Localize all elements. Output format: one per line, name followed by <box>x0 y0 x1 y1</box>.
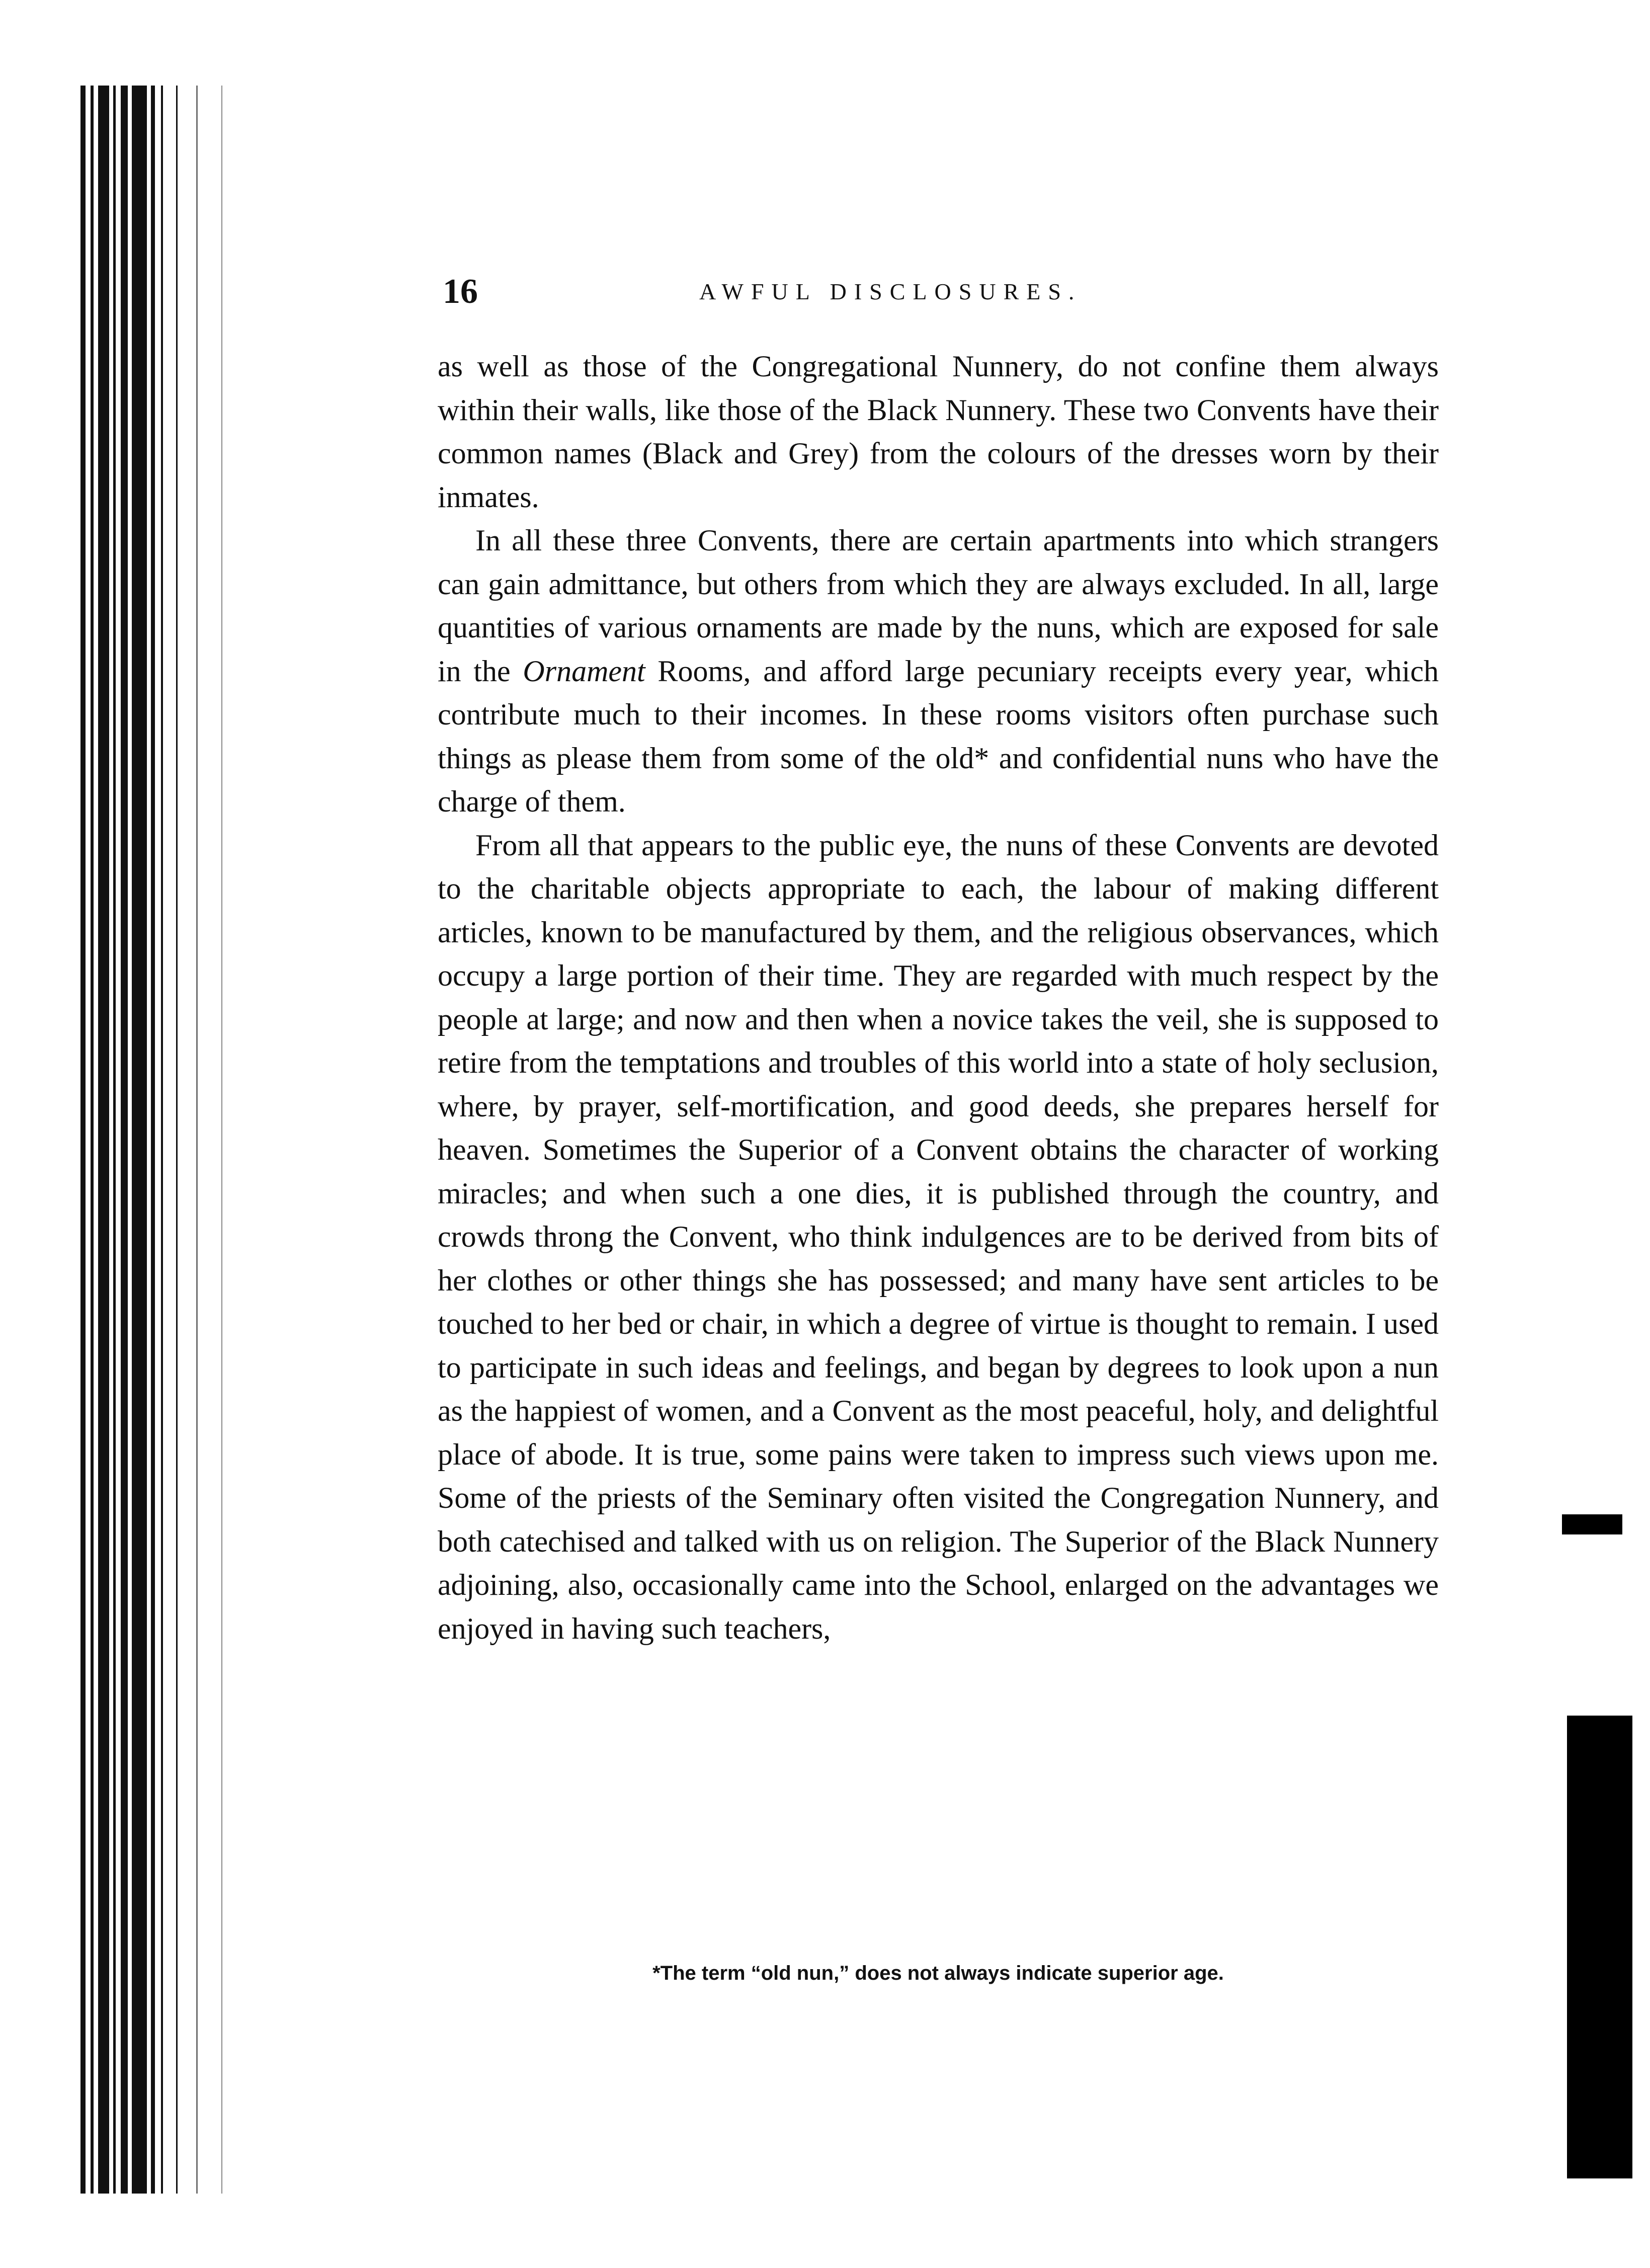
footnote <box>438 1962 1439 1985</box>
binding-edge-artifact <box>75 86 226 2194</box>
right-edge-mark-small <box>1562 1514 1622 1534</box>
footnote-marker: * <box>652 1962 661 1984</box>
paragraph-2 <box>438 519 1439 824</box>
paragraph-1: as well as those of the Congregational Nunnery, do not confine them always within their walls, like those of the Black Nunnery. These two Convents have their common names (Black and Grey) from the colours of the dresses worn by their inmates. <box>438 350 1439 514</box>
body-text <box>438 345 1439 1650</box>
paragraph-2-italic-term: Ornament <box>523 654 645 688</box>
paragraph-3: From all that appears to the public eye, the nuns of these Convents are devoted to the charitable objects appropriate to each, the labour of making different articles, known to be manufactured by them, and the religious observances, which occupy a large portion of their time. They are regarded with much respect by the people at large; and now and then when a novice takes the veil, she is supposed to retire from the temptations and troubles of this world into a state of holy seclusion, where, by prayer, self-mortification, and good deeds, she prepares herself for heaven. Sometimes the Superior of a Convent obtains the character of working miracles; and when such a one dies, it is published through the country, and crowds throng the Convent, who think indulgences are to be derived from bits of her clothes or other things she has possessed; and many have sent articles to be touched to her bed or chair, in which a degree of virtue is thought to remain. I used to participate in such ideas and feelings, and began by degrees to look upon a nun as the happiest of women, and a Convent as the most peaceful, holy, and delightful place of abode. It is true, some pains were taken to impress such views upon me. Some of the priests of the Seminary often visited the Congregation Nunnery, and both catechised and talked with us on religion. The Superior of the Black Nunnery adjoining, also, occasionally came into the School, enlarged on the advantages we enjoyed in having such teachers, <box>438 828 1439 1645</box>
paragraph-2-part-1: In all these three Convents, there are certain apartments into which strangers can gain admittance, but others from which they are always excluded. In all, large quantities of various ornaments are made by the nuns, which are exposed for sale in the <box>438 524 1439 688</box>
paragraph-2-part-2: Rooms, and afford large pecuniary receipts every year, which contribute much to their incomes. In these rooms visitors often purchase such things as please them from some of the old* and confidential nuns who have the charge of them. <box>438 654 1439 818</box>
footnote-text: The term “old nun,” does not always indicate superior age. <box>660 1962 1224 1984</box>
page-header <box>438 264 1444 319</box>
running-title: AWFUL DISCLOSURES. <box>699 279 1082 304</box>
page-number: 16 <box>443 272 478 311</box>
right-edge-mark-large <box>1567 1716 1632 2178</box>
